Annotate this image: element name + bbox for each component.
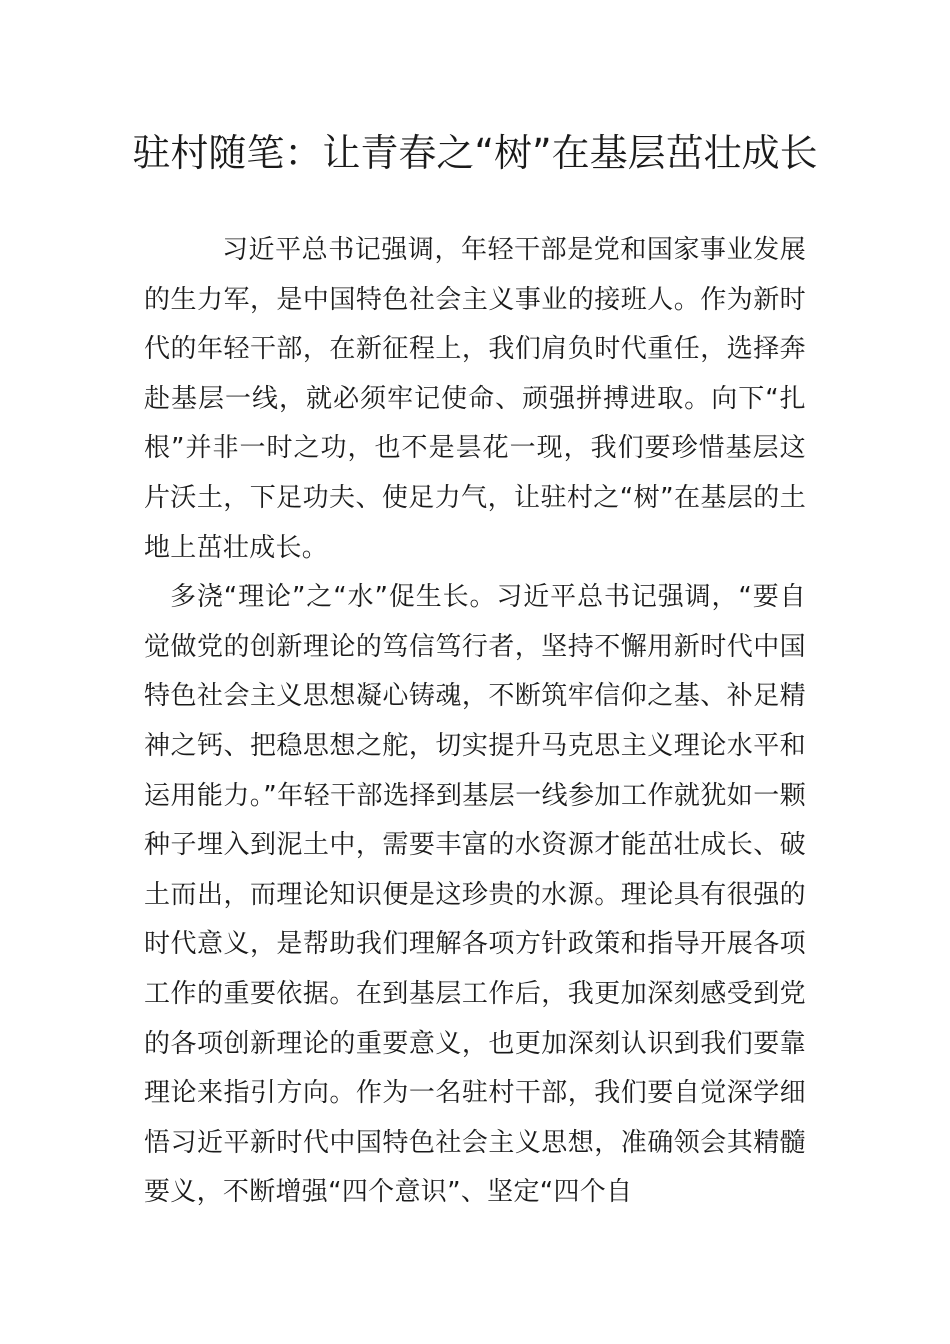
- document-body: [144, 226, 806, 1218]
- paragraph-intro: 习近平总书记强调，年轻干部是党和国家事业发展的生力军，是中国特色社会主义事业的接班人。作为新时代的年轻干部，在新征程上，我们肩负时代重任，选择奔赴基层一线，就必须牢记使命、顽强拼搏进取。向下“扎根”并非一时之功，也不是昙花一现，我们要珍惜基层这片沃土，下足功夫、使足力气，让驻村之“树”在基层的土地上茁壮成长。: [144, 235, 806, 563]
- paragraph-theory: 多浇“理论”之“水”促生长。习近平总书记强调，“要自觉做党的创新理论的笃信笃行者，坚持不懈用新时代中国特色社会主义思想凝心铸魂，不断筑牢信仰之基、补足精神之钙、把稳思想之舵，切实提升马克思主义理论水平和运用能力。”年轻干部选择到基层一线参加工作就犹如一颗种子埋入到泥土中，需要丰富的水资源才能茁壮成长、破土而出，而理论知识便是这珍贵的水源。理论具有很强的时代意义，是帮助我们理解各项方针政策和指导开展各项工作的重要依据。在到基层工作后，我更加深刻感受到党的各项创新理论的重要意义，也更加深刻认识到我们要靠理论来指引方向。作为一名驻村干部，我们要自觉深学细悟习近平新时代中国特色社会主义思想，准确领会其精髓要义，不断增强“四个意识”、坚定“四个自: [144, 582, 806, 1208]
- document-title: 驻村随笔：让青春之“树”在基层茁壮成长: [132, 131, 818, 175]
